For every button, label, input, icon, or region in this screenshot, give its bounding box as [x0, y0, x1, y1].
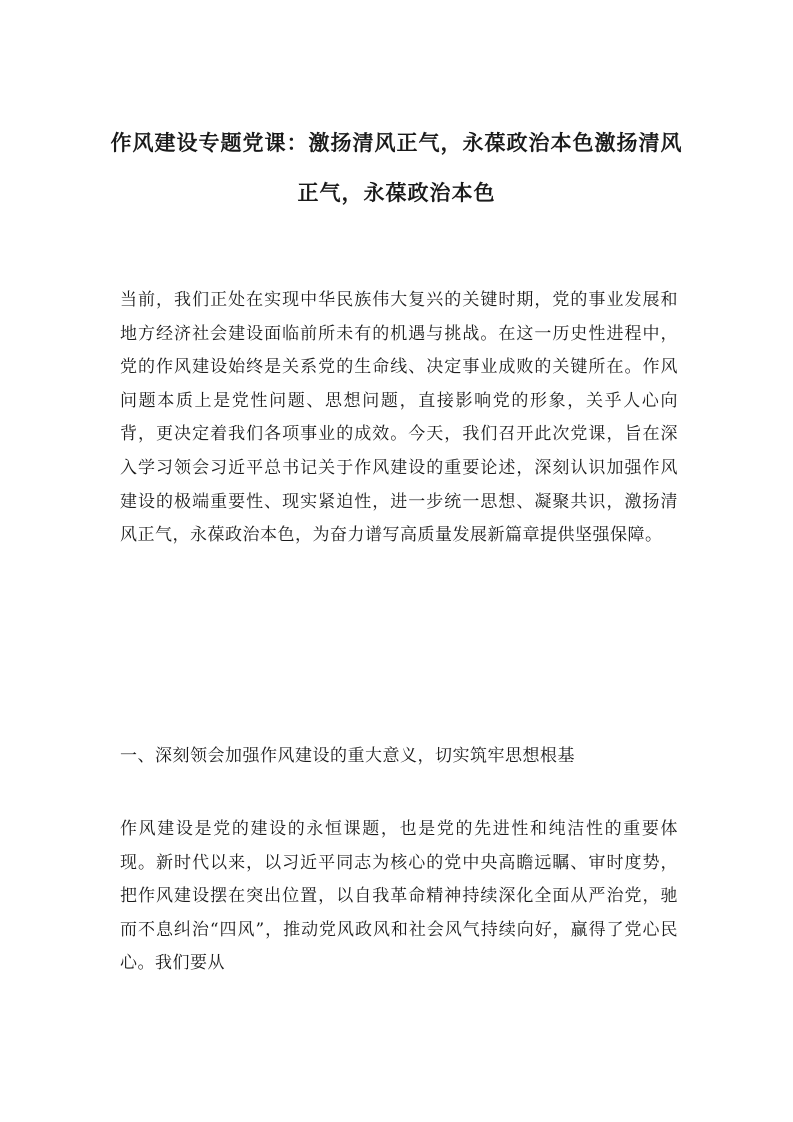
section-heading: 一、深刻领会加强作风建设的重大意义，切实筑牢思想根基: [120, 746, 575, 766]
section-paragraph: 作风建设是党的建设的永恒课题，也是党的先进性和纯洁性的重要体现。新时代以来，以习近平同志为核心的党中央高瞻远瞩、审时度势，把作风建设摆在突出位置，以自我革命精神持续深化全面从严治党，驰而不息纠治“四风”，推动党风政风和社会风气持续向好，赢得了党心民心。我们要从: [120, 819, 678, 974]
document-title: 作风建设专题党课：激扬清风正气，永葆政治本色激扬清风正气，永葆政治本色: [110, 130, 683, 205]
intro-paragraph: 当前，我们正处在实现中华民族伟大复兴的关键时期，党的事业发展和地方经济社会建设面临前所未有的机遇与挑战。在这一历史性进程中，党的作风建设始终是关系党的生命线、决定事业成败的关键所在。作风问题本质上是党性问题、思想问题，直接影响党的形象，关乎人心向背，更决定着我们各项事业的成效。今天，我们召开此次党课，旨在深入学习领会习近平总书记关于作风建设的重要论述，深刻认识加强作风建设的极端重要性、现实紧迫性，进一步统一思想、凝聚共识，激扬清风正气，永葆政治本色，为奋力谱写高质量发展新篇章提供坚强保障。: [120, 290, 678, 546]
